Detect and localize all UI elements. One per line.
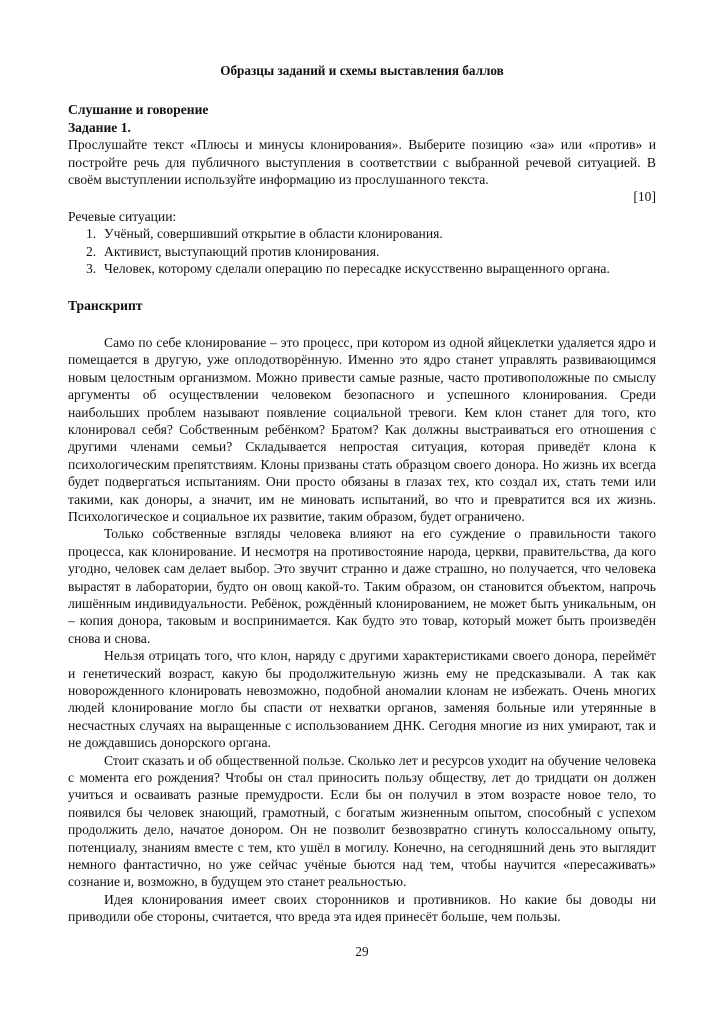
transcript-paragraph: Только собственные взгляды человека влияют на его суждение о правильности такого процесса, как клонирование. И несмотря на противостояние народа, церкви, правительства, да кого угодно, человек сам делает выбор. Это звучит странно и даже страшно, но получается, что человека вырастят в лаборатории, будто он овощ какой-то. Таким образом, он становится объектом, напрочь лишённым индивидуальности. Ребёнок, рождённый клонированием, не может быть уникальным, он – копия донора, таковым и воспринимается. Как будто это товар, который может быть произведён снова и снова. <box>68 526 656 646</box>
section-heading: Слушание и говорение <box>68 102 209 118</box>
list-item <box>86 260 656 277</box>
document-page <box>68 62 656 926</box>
score-label: [10] <box>633 189 656 205</box>
task-text: Прослушайте текст «Плюсы и минусы клонирования». Выберите позицию «за» или «против» и постройте речь для публичного выступления в соответствии с выбранной речевой ситуацией. В своём выступлении используйте информацию из прослушанного текста. <box>68 137 656 188</box>
transcript-paragraph: Стоит сказать и об общественной пользе. Сколько лет и ресурсов уходит на обучение человека с момента его рождения? Чтобы он стал приносить пользу обществу, лет до тридцати он должен учиться и осваивать разные премудрости. Если бы он получил в этом возрасте новое тело, то появился бы человек знающий, грамотный, с богатым жизненным опытом, способный с успехом продолжить дело, начатое донором. Он не позволит безвозвратно сгинуть колоссальному опыту, потенциалу, знаниям вместе с тем, кто ушёл в могилу. Конечно, на сегодняшний день это выглядит немного фантастично, но уже сейчас учёные бьются над тем, чтобы научится «пересаживать» сознание и, возможно, в будущем это станет реальностью. <box>68 752 656 890</box>
transcript-body <box>68 334 656 926</box>
list-item-text: Учёный, совершивший открытие в области клонирования. <box>104 226 443 242</box>
list-item-text: Активист, выступающий против клонирования. <box>104 243 380 259</box>
list-item-number: 1. <box>86 226 97 242</box>
document-title: Образцы заданий и схемы выставления баллов <box>220 63 504 78</box>
list-item-text: Человек, которому сделали операцию по пересадке искусственно выращенного органа. <box>104 261 610 277</box>
list-item-number: 3. <box>86 261 97 277</box>
situations-list <box>68 225 656 277</box>
task-heading: Задание 1. <box>68 119 131 135</box>
page-number: 29 <box>355 944 369 959</box>
situations-label: Речевые ситуации: <box>68 208 177 224</box>
transcript-paragraph: Нельзя отрицать того, что клон, наряду с другими характеристиками своего донора, перейм​ёт и генетический возраст, какую бы продолжительную жизнь ему не предсказывали. А так как новорожденного клонировать невозможно, подобной аномалии клонам не избежать. Очень многих людей клонирование могло бы спасти от нехватки органов, заменяя больные или утерянные в несчастных случаях на выращенные с использованием ДНК. Сегодня многие из них умирают, так и не дождавшись донорского органа. <box>68 648 656 751</box>
transcript-paragraph: Идея клонирования имеет своих сторонников и противников. Но какие бы доводы ни приводили обе стороны, считается, что вреда эта идея принесёт больше, чем пользы. <box>68 891 656 925</box>
list-item-number: 2. <box>86 243 97 259</box>
transcript-paragraph: Само по себе клонирование – это процесс, при котором из одной яйцеклетки удаляется ядро и помещается в другую, уже оплодотворённую. Именно это ядро станет управлять развивающимся новым целостным организмом. Можно привести самые разные, часто противоположные по смыслу аргументы об осуществлении человеком безопасного и успешного клонирования. Среди наибольших проблем называют появление социальной тревоги. Кем клон станет для того, кто клонировал себя? Собственным ребёнком? Братом? Как должны выстраиваться его отношения с другими членами семьи? Складывается непростая ситуация, которая приведёт клона к психологическим препятствиям. Клоны призваны стать образцом своего донора. Но жизнь их всегда будет подвергаться испытаниям. Они просто обязаны в глазах тех, кто создал их, стать теми или такими, как доноры, а значит, им не миновать испытаний, во что и превратится вся их жизнь. Психологическое и социальное их развитие, таким образом, будет ограничено. <box>68 334 656 524</box>
list-item <box>86 243 656 260</box>
list-item <box>86 225 656 242</box>
transcript-heading: Транскрипт <box>68 298 143 314</box>
